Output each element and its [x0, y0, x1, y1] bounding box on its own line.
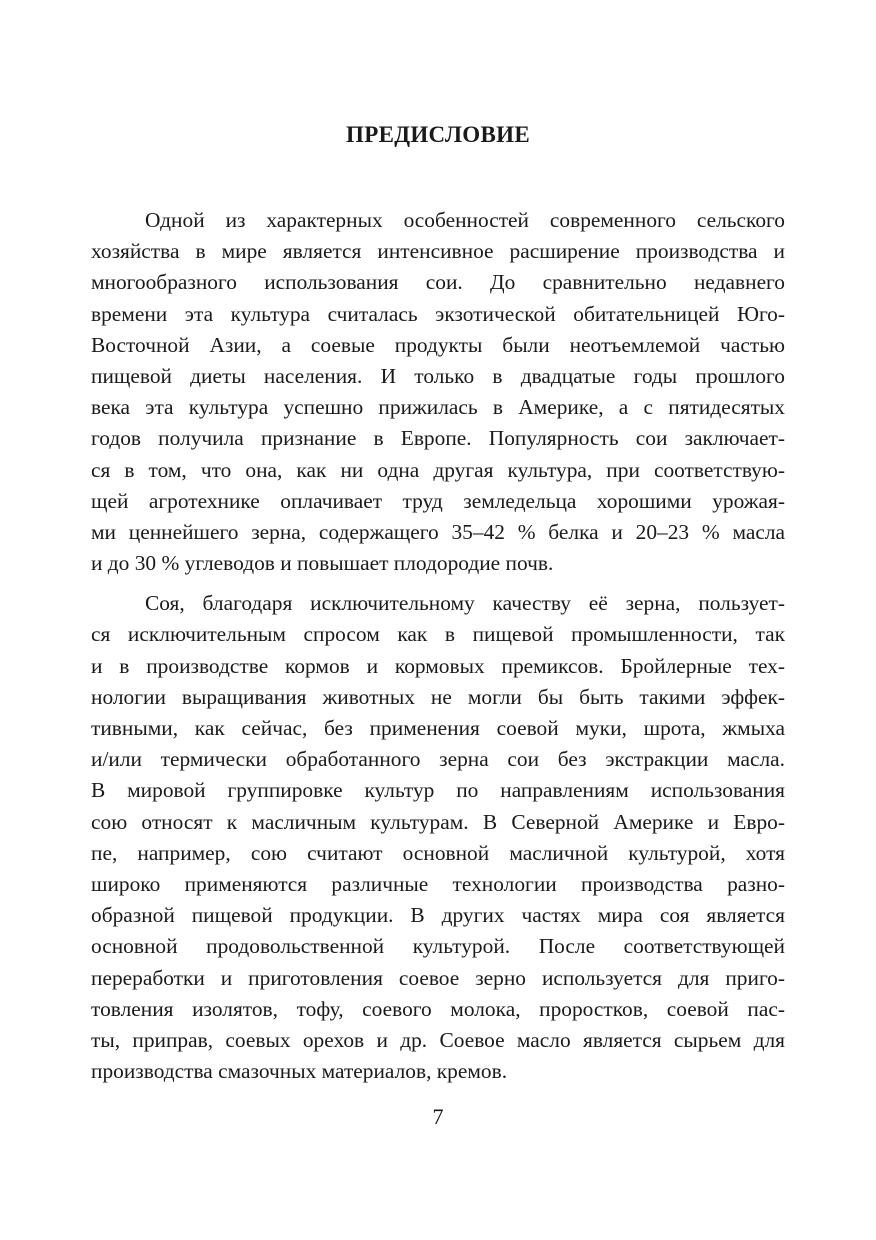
page-body: [91, 205, 785, 1096]
text-line: ся в том, что она, как ни одна другая культура, при соответствую-: [91, 457, 785, 482]
text-line: многообразного использования сои. До сравнительно недавнего: [91, 270, 785, 295]
text-line: ся исключительным спросом как в пищевой промышленности, так: [91, 622, 785, 647]
text-line: пе, например, сою считают основной масличной культурой, хотя: [91, 840, 785, 865]
text-line: времени эта культура считалась экзотической обитательницей Юго-: [91, 301, 785, 326]
text-line: товления изолятов, тофу, соевого молока, проростков, соевой пас-: [91, 996, 785, 1021]
text-line: и/или термически обработанного зерна сои без экстракции масла.: [91, 747, 785, 772]
text-line: и до 30 % углеводов и повышает плодородие почв.: [91, 551, 554, 576]
text-line: Соя, благодаря исключительному качеству её зерна, пользует-: [145, 591, 785, 616]
page-number: 7: [432, 1104, 444, 1129]
text-line: тивными, как сейчас, без применения соевой муки, шрота, жмыха: [91, 716, 785, 740]
text-line: Одной из характерных особенностей современного сельского: [145, 208, 785, 232]
text-line: ми ценнейшего зерна, содержащего 35–42 % белка и 20–23 % масла: [91, 519, 785, 544]
page-title: ПРЕДИСЛОВИЕ: [346, 122, 530, 147]
paragraph-2: [91, 588, 785, 1087]
text-line: широко применяются различные технологии производства разно-: [91, 871, 785, 896]
text-line: образной пищевой продукции. В других частях мира соя является: [91, 903, 785, 928]
text-line: годов получила признание в Европе. Популярность сои заключает-: [91, 426, 785, 451]
text-line: Восточной Азии, а соевые продукты были неотъемлемой частью: [91, 332, 785, 357]
text-line: века эта культура успешно прижилась в Америке, а с пятидесятых: [91, 395, 785, 420]
text-line: сою относят к масличным культурам. В Северной Америке и Евро-: [91, 809, 785, 834]
text-line: нологии выращивания животных не могли бы быть такими эффек-: [91, 684, 785, 709]
text-line: переработки и приготовления соевое зерно используется для приго-: [91, 965, 785, 990]
text-line: и в производстве кормов и кормовых премиксов. Бройлерные тех-: [91, 653, 785, 678]
text-line: хозяйства в мире является интенсивное расширение производства и: [91, 239, 785, 264]
text-line: пищевой диеты населения. И только в двадцатые годы прошлого: [91, 363, 785, 388]
text-line: щей агротехнике оплачивает труд земледельца хорошими урожая-: [91, 488, 785, 513]
text-line: основной продовольственной культурой. После соответствующей: [91, 934, 785, 959]
text-line: ты, приправ, соевых орехов и др. Соевое масло является сырьем для: [91, 1027, 785, 1052]
book-page: [91, 0, 785, 1240]
paragraph-1: [91, 205, 785, 579]
text-line: В мировой группировке культур по направлениям использования: [91, 778, 785, 803]
text-line: производства смазочных материалов, кремов.: [91, 1059, 508, 1084]
